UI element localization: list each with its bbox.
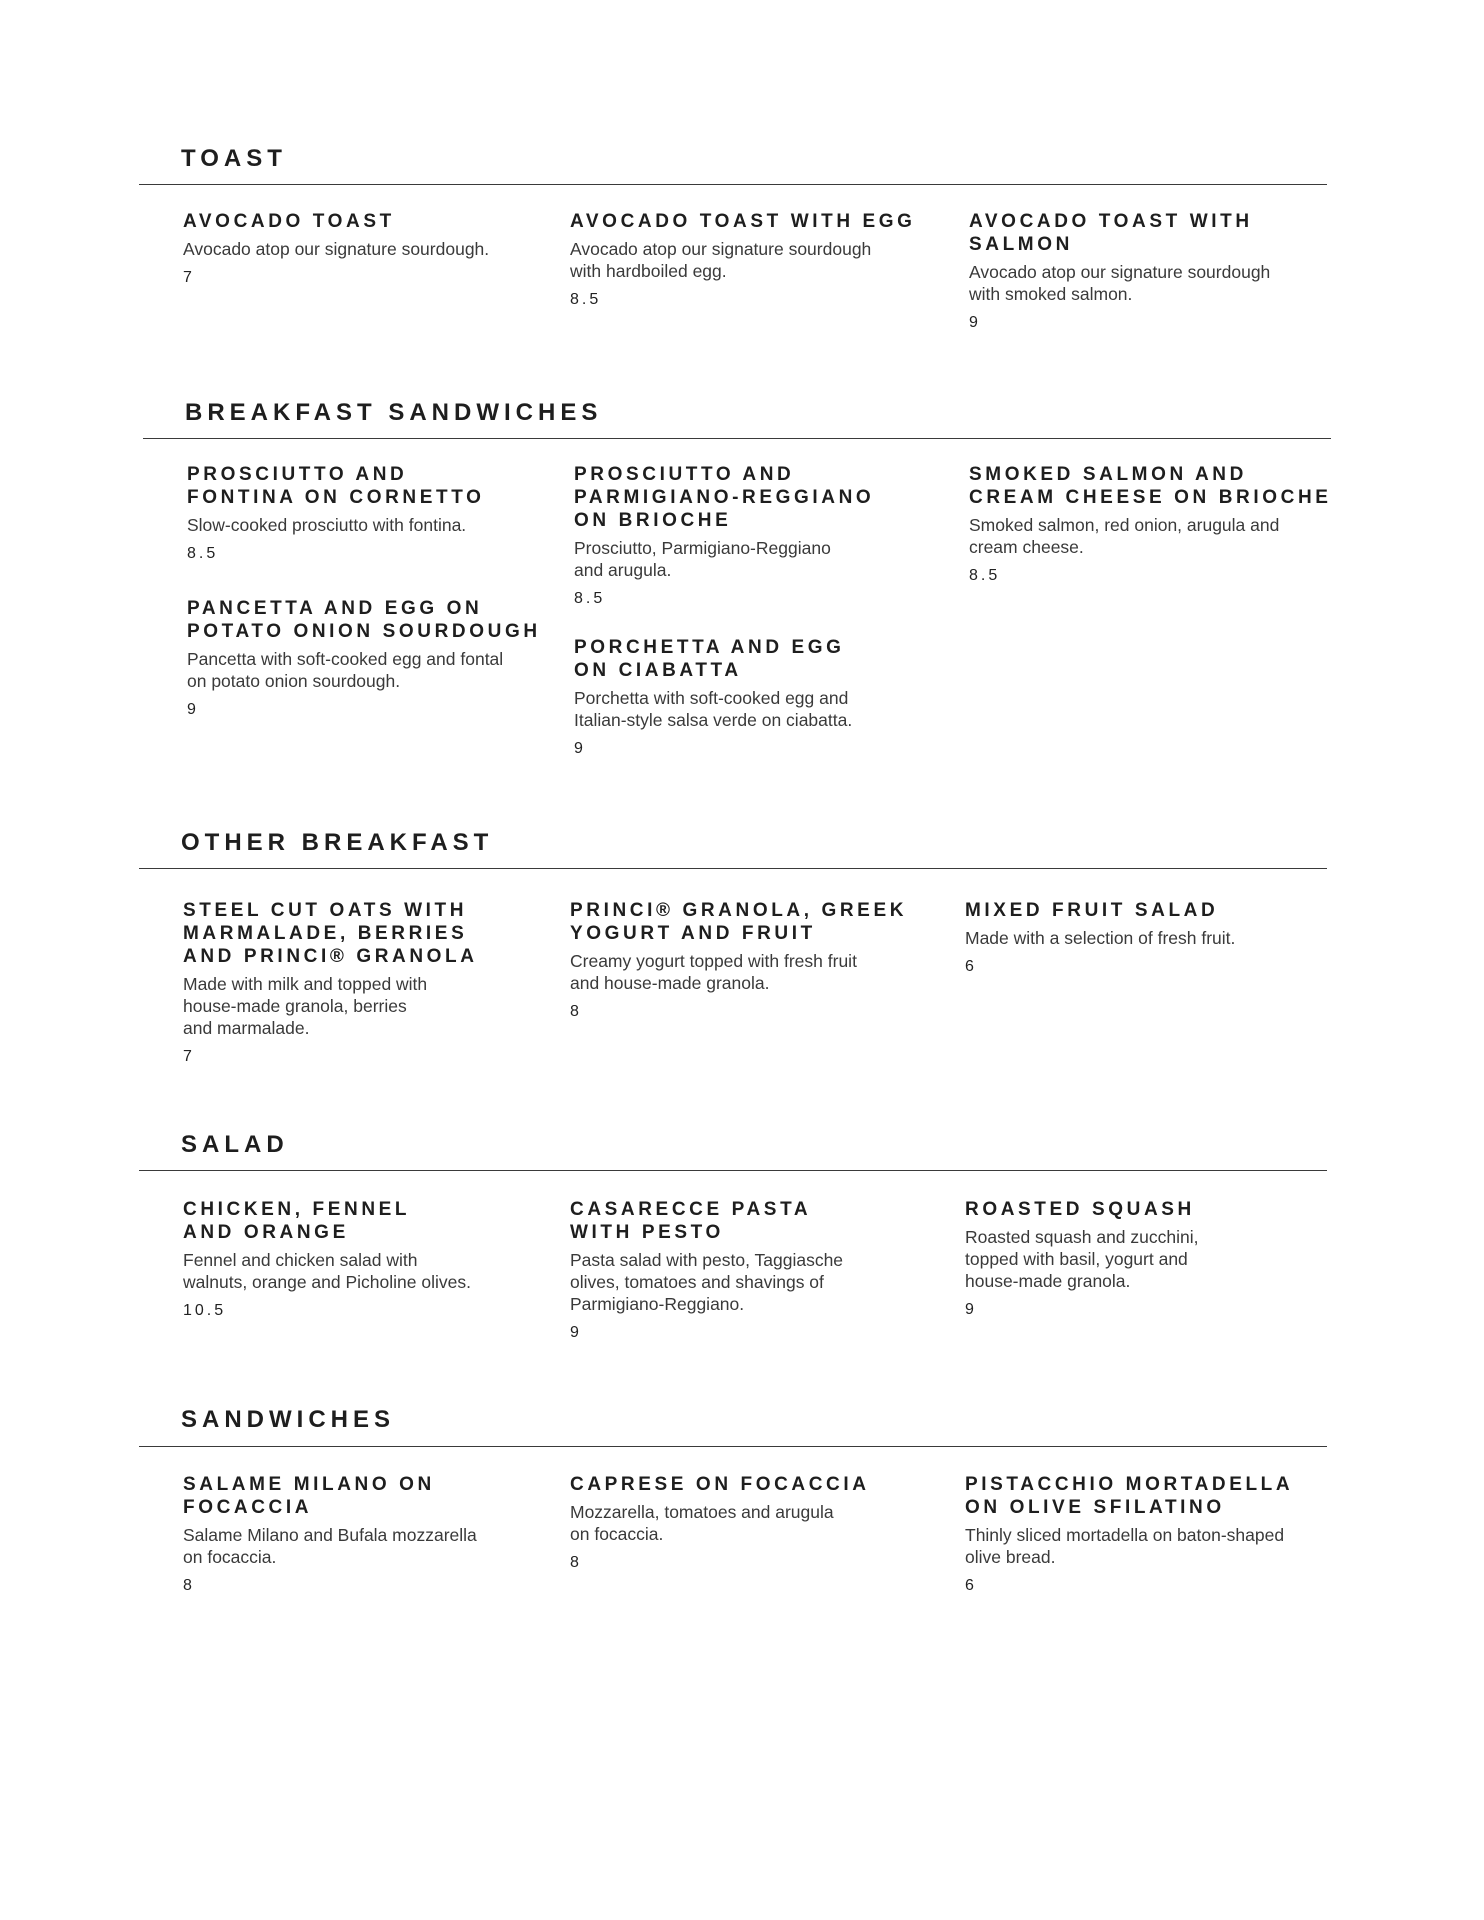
section-divider-salad [139, 1170, 1327, 1171]
item-name: PORCHETTA AND EGG ON CIABATTA [574, 637, 845, 681]
item-description: Thinly sliced mortadella on baton-shaped olive bread. [965, 1525, 1285, 1567]
section-title-sandwiches: SANDWICHES [181, 1406, 396, 1433]
item-price: 9 [969, 314, 981, 331]
item-description: Made with a selection of fresh fruit. [965, 928, 1236, 948]
item-description: Avocado atop our signature sourdough with hardboiled egg. [570, 239, 872, 281]
menu-item-avocado-toast-with-salmon [969, 210, 1329, 333]
item-price: 8.5 [570, 291, 602, 308]
item-description: Pancetta with soft-cooked egg and fontal on potato onion sourdough. [187, 649, 504, 691]
section-title-salad: SALAD [181, 1131, 289, 1158]
item-description: Slow-cooked prosciutto with fontina. [187, 515, 467, 535]
section-title-other-breakfast: OTHER BREAKFAST [181, 829, 494, 856]
item-description: Roasted squash and zucchini, topped with basil, yogurt and house-made granola. [965, 1227, 1199, 1291]
item-name: CASARECCE PASTA WITH PESTO [570, 1199, 812, 1243]
item-name: PRINCI® GRANOLA, GREEK YOGURT AND FRUIT [570, 900, 908, 944]
menu-item-pancetta-egg-sourdough [187, 597, 567, 720]
item-price: 9 [570, 1324, 582, 1341]
menu-item-roasted-squash [965, 1198, 1325, 1320]
item-price: 6 [965, 958, 977, 975]
menu-item-avocado-toast [183, 210, 543, 288]
item-price: 7 [183, 269, 195, 286]
item-price: 8.5 [574, 590, 606, 607]
item-name: AVOCADO TOAST WITH SALMON [969, 211, 1253, 255]
item-price: 8.5 [969, 567, 1001, 584]
item-name: SALAME MILANO ON FOCACCIA [183, 1474, 435, 1518]
item-price: 8 [570, 1554, 582, 1571]
menu-item-porchetta-egg-ciabatta [574, 636, 934, 759]
item-description: Avocado atop our signature sourdough with smoked salmon. [969, 262, 1271, 304]
section-divider-toast [139, 184, 1327, 185]
item-price: 9 [965, 1301, 977, 1318]
item-name: PISTACCHIO MORTADELLA ON OLIVE SFILATINO [965, 1474, 1294, 1518]
item-name: PROSCIUTTO AND FONTINA ON CORNETTO [187, 464, 485, 508]
item-name: PANCETTA AND EGG ON POTATO ONION SOURDOUGH [187, 598, 541, 642]
item-price: 10.5 [183, 1302, 227, 1319]
item-description: Fennel and chicken salad with walnuts, orange and Picholine olives. [183, 1250, 471, 1292]
section-divider-sandwiches [139, 1446, 1327, 1447]
item-price: 7 [183, 1048, 195, 1065]
menu-item-pistacchio-mortadella [965, 1473, 1335, 1596]
item-name: ROASTED SQUASH [965, 1199, 1195, 1220]
menu-item-caprese-focaccia [570, 1473, 930, 1573]
item-price: 9 [187, 701, 199, 718]
item-description: Smoked salmon, red onion, arugula and cream cheese. [969, 515, 1280, 557]
section-title-breakfast-sandwiches: BREAKFAST SANDWICHES [185, 399, 603, 426]
item-description: Made with milk and topped with house-made granola, berries and marmalade. [183, 974, 428, 1038]
item-price: 8 [570, 1003, 582, 1020]
item-name: STEEL CUT OATS WITH MARMALADE, BERRIES AND PRINCI® GRANOLA [183, 900, 478, 967]
menu-item-mixed-fruit-salad [965, 899, 1325, 977]
menu-item-chicken-fennel-orange [183, 1198, 543, 1321]
menu-item-avocado-toast-with-egg [570, 210, 950, 310]
menu-item-granola-greek-yogurt [570, 899, 940, 1022]
item-price: 6 [965, 1577, 977, 1594]
item-name: AVOCADO TOAST [183, 211, 395, 232]
section-title-toast: TOAST [181, 145, 287, 172]
item-price: 8 [183, 1577, 195, 1594]
item-description: Pasta salad with pesto, Taggiasche olives, tomatoes and shavings of Parmigiano-Reggiano. [570, 1250, 844, 1314]
menu-item-prosciutto-fontina-cornetto [187, 463, 567, 564]
item-description: Porchetta with soft-cooked egg and Italian-style salsa verde on ciabatta. [574, 688, 853, 730]
menu-item-prosciutto-parmigiano-brioche [574, 463, 934, 609]
item-description: Mozzarella, tomatoes and arugula on focaccia. [570, 1502, 834, 1544]
item-name: PROSCIUTTO AND PARMIGIANO-REGGIANO ON BRIOCHE [574, 464, 875, 531]
item-description: Avocado atop our signature sourdough. [183, 239, 490, 259]
item-name: AVOCADO TOAST WITH EGG [570, 211, 916, 232]
item-price: 9 [574, 740, 586, 757]
item-name: MIXED FRUIT SALAD [965, 900, 1219, 921]
menu-item-smoked-salmon-cream-cheese [969, 463, 1339, 586]
section-divider-breakfast-sandwiches [143, 438, 1331, 439]
item-name: SMOKED SALMON AND CREAM CHEESE ON BRIOCHE [969, 464, 1332, 508]
menu-item-salame-milano-focaccia [183, 1473, 543, 1596]
section-divider-other-breakfast [139, 868, 1327, 869]
menu-item-casarecce-pasta-pesto [570, 1198, 930, 1343]
item-name: CHICKEN, FENNEL AND ORANGE [183, 1199, 411, 1243]
item-price: 8.5 [187, 545, 219, 562]
menu-item-steel-cut-oats [183, 899, 543, 1067]
item-description: Salame Milano and Bufala mozzarella on focaccia. [183, 1525, 477, 1567]
item-name: CAPRESE ON FOCACCIA [570, 1474, 870, 1495]
item-description: Creamy yogurt topped with fresh fruit and house-made granola. [570, 951, 857, 993]
item-description: Prosciutto, Parmigiano-Reggiano and arugula. [574, 538, 831, 580]
